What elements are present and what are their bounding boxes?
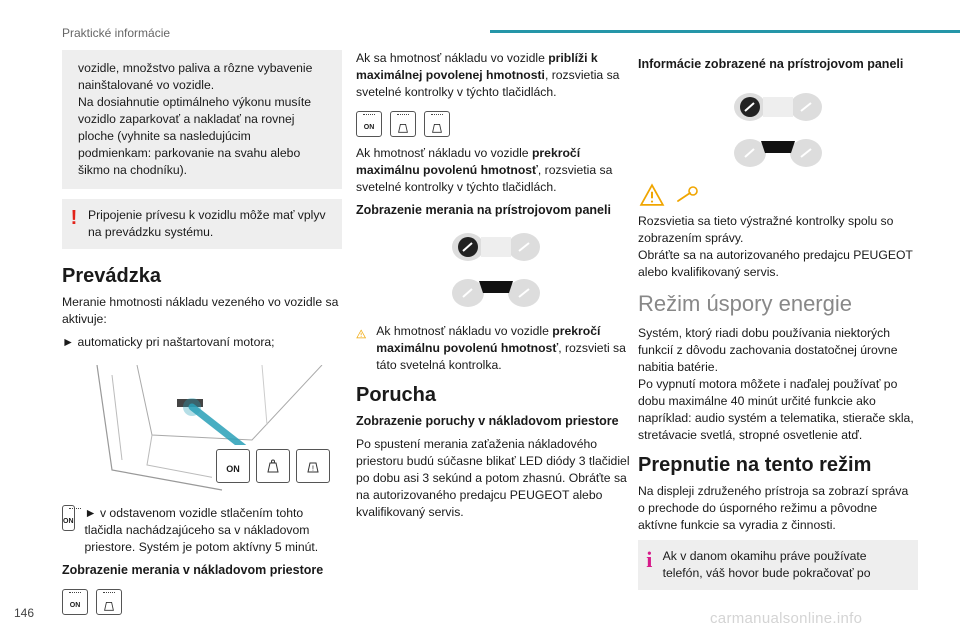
page-number: 146 <box>14 606 35 620</box>
column-2 <box>356 50 636 527</box>
intro-box <box>62 50 342 189</box>
bullet-auto: ► automaticky pri naštartovaní motora; <box>62 335 275 349</box>
intro-text: vozidle, množstvo paliva a rôzne vybavenie nainštalované vo vozidle. Na dosiahnutie optimálneho výkonu musíte vozidlo zaparkovať a nakladať na rovnej ploche (vyhnite sa nasledujúcim podmienkam: parkovanie na svahu alebo šikmo na chodníku). <box>78 61 313 177</box>
exclamation-icon: ! <box>70 207 78 229</box>
weight-warning-button-icon <box>296 449 330 483</box>
on-button-icon-inline: ON <box>62 505 75 531</box>
cargo-buttons <box>62 589 342 615</box>
column-1 <box>62 50 342 623</box>
weight-warning-icon-approach <box>424 111 450 137</box>
gauge-icon-normal <box>451 231 541 263</box>
weight-button-icon-lit <box>96 589 122 615</box>
warning-text: Ak hmotnosť nákladu vo vozidle prekročí maximálnu povolenú hmotnosť, rozsvieti sa táto svetelná kontrolka. <box>376 324 626 372</box>
column-3 <box>638 50 918 606</box>
energy-text: Systém, ktorý riadi dobu používania niektorých funkcií z dôvodu zachovania dostatočnej úrovne nabitia batérie. Po vypnutí motora môžete i naďalej používať po dobu maximálne 40 minút určité funkcie ako napríklad: audio systém a telematika, stierače skla, stretávacie svetlá, stropné osvetlenie atď. <box>638 326 914 442</box>
alert-note <box>62 199 342 249</box>
weight-button-icon-approach <box>390 111 416 137</box>
header-accent-bar <box>490 30 960 33</box>
section-title-prevadzka: Prevádzka <box>62 265 161 287</box>
header-title: Praktické informácie <box>62 26 171 40</box>
watermark: carmanualsonline.info <box>710 610 863 627</box>
wrench-icon <box>674 183 702 207</box>
panel-info-subtitle: Informácie zobrazené na prístrojovom paneli <box>638 57 904 71</box>
alert-text: Pripojenie prívesu k vozidlu môže mať vplyv na prevádzku systému. <box>87 208 326 239</box>
warning-icons-row <box>638 183 918 207</box>
on-button-icon: ON <box>216 449 250 483</box>
info-note <box>638 540 918 590</box>
switch-text: Na displeji združeného prístroja sa zobrazí správa o prechode do úsporného režimu a pôvodne aktívne funkcie sa vyradia z činnosti. <box>638 484 909 532</box>
panel-gauge-illustrations <box>638 91 918 169</box>
on-button-para <box>62 505 342 556</box>
approach-buttons <box>356 111 636 137</box>
bullet-manual: ► v odstavenom vozidle stlačením tohto tlačidla nachádzajúceho sa v nákladovom priestore. Systém je potom aktívny 5 minút. <box>84 506 319 554</box>
warning-triangle-icon-2 <box>638 183 666 207</box>
section-title-switch: Prepnutie na tento režim <box>638 454 872 476</box>
fault-subtitle: Zobrazenie poruchy v nákladovom priestore <box>356 414 619 428</box>
fault-text: Po spustení merania zaťaženia nákladového priestoru budú súčasne blikať LED diódy 3 tlačidiel po dobu asi 3 sekúnd a potom zhasnú. Obráťte sa na autorizovaného predajcu PEUGEOT alebo kvalifikovaný servis. <box>356 437 630 519</box>
operation-intro: Meranie hmotnosti nákladu vezeného vo vozidle sa aktivuje: <box>62 295 339 326</box>
section-title-porucha: Porucha <box>356 384 437 406</box>
cargo-display-subtitle: Zobrazenie merania v nákladovom priestore <box>62 563 324 577</box>
exceed-para: Ak hmotnosť nákladu vo vozidle prekročí maximálnu povolenú hmotnosť, rozsvietia sa svetelné kontrolky v týchto tlačidlách. <box>356 146 613 194</box>
gauge-icon-alert-2 <box>733 137 823 169</box>
section-title-energy: Režim úspory energie <box>638 291 852 316</box>
gauge-illustrations <box>356 231 636 309</box>
photo-button-panel <box>212 445 334 487</box>
weight-button-icon <box>256 449 290 483</box>
svg-text:!: ! <box>312 465 314 473</box>
gauge-icon-normal-2 <box>733 91 823 123</box>
on-button-icon-lit: ON <box>62 589 88 615</box>
warning-triangle-icon <box>356 323 366 345</box>
info-text: Ak v danom okamihu práve používate telefón, váš hovor bude pokračovať po <box>662 549 871 580</box>
gauge-icon-alert <box>451 277 541 309</box>
approach-para: Ak sa hmotnosť nákladu vo vozidle priblíži k maximálnej povolenej hmotnosti, rozsvietia sa svetelné kontrolky v týchto tlačidlách. <box>356 51 620 99</box>
info-icon: i <box>646 547 653 572</box>
on-button-icon-approach: ON <box>356 111 382 137</box>
panel-display-subtitle: Zobrazenie merania na prístrojovom paneli <box>356 203 611 217</box>
cargo-area-photo <box>92 365 342 495</box>
warning-info-text: Rozsvietia sa tieto výstražné kontrolky spolu so zobrazením správy. Obráťte sa na autorizovaného predajcu PEUGEOT alebo kvalifikovaný servis. <box>638 214 913 279</box>
warning-para <box>356 323 636 374</box>
